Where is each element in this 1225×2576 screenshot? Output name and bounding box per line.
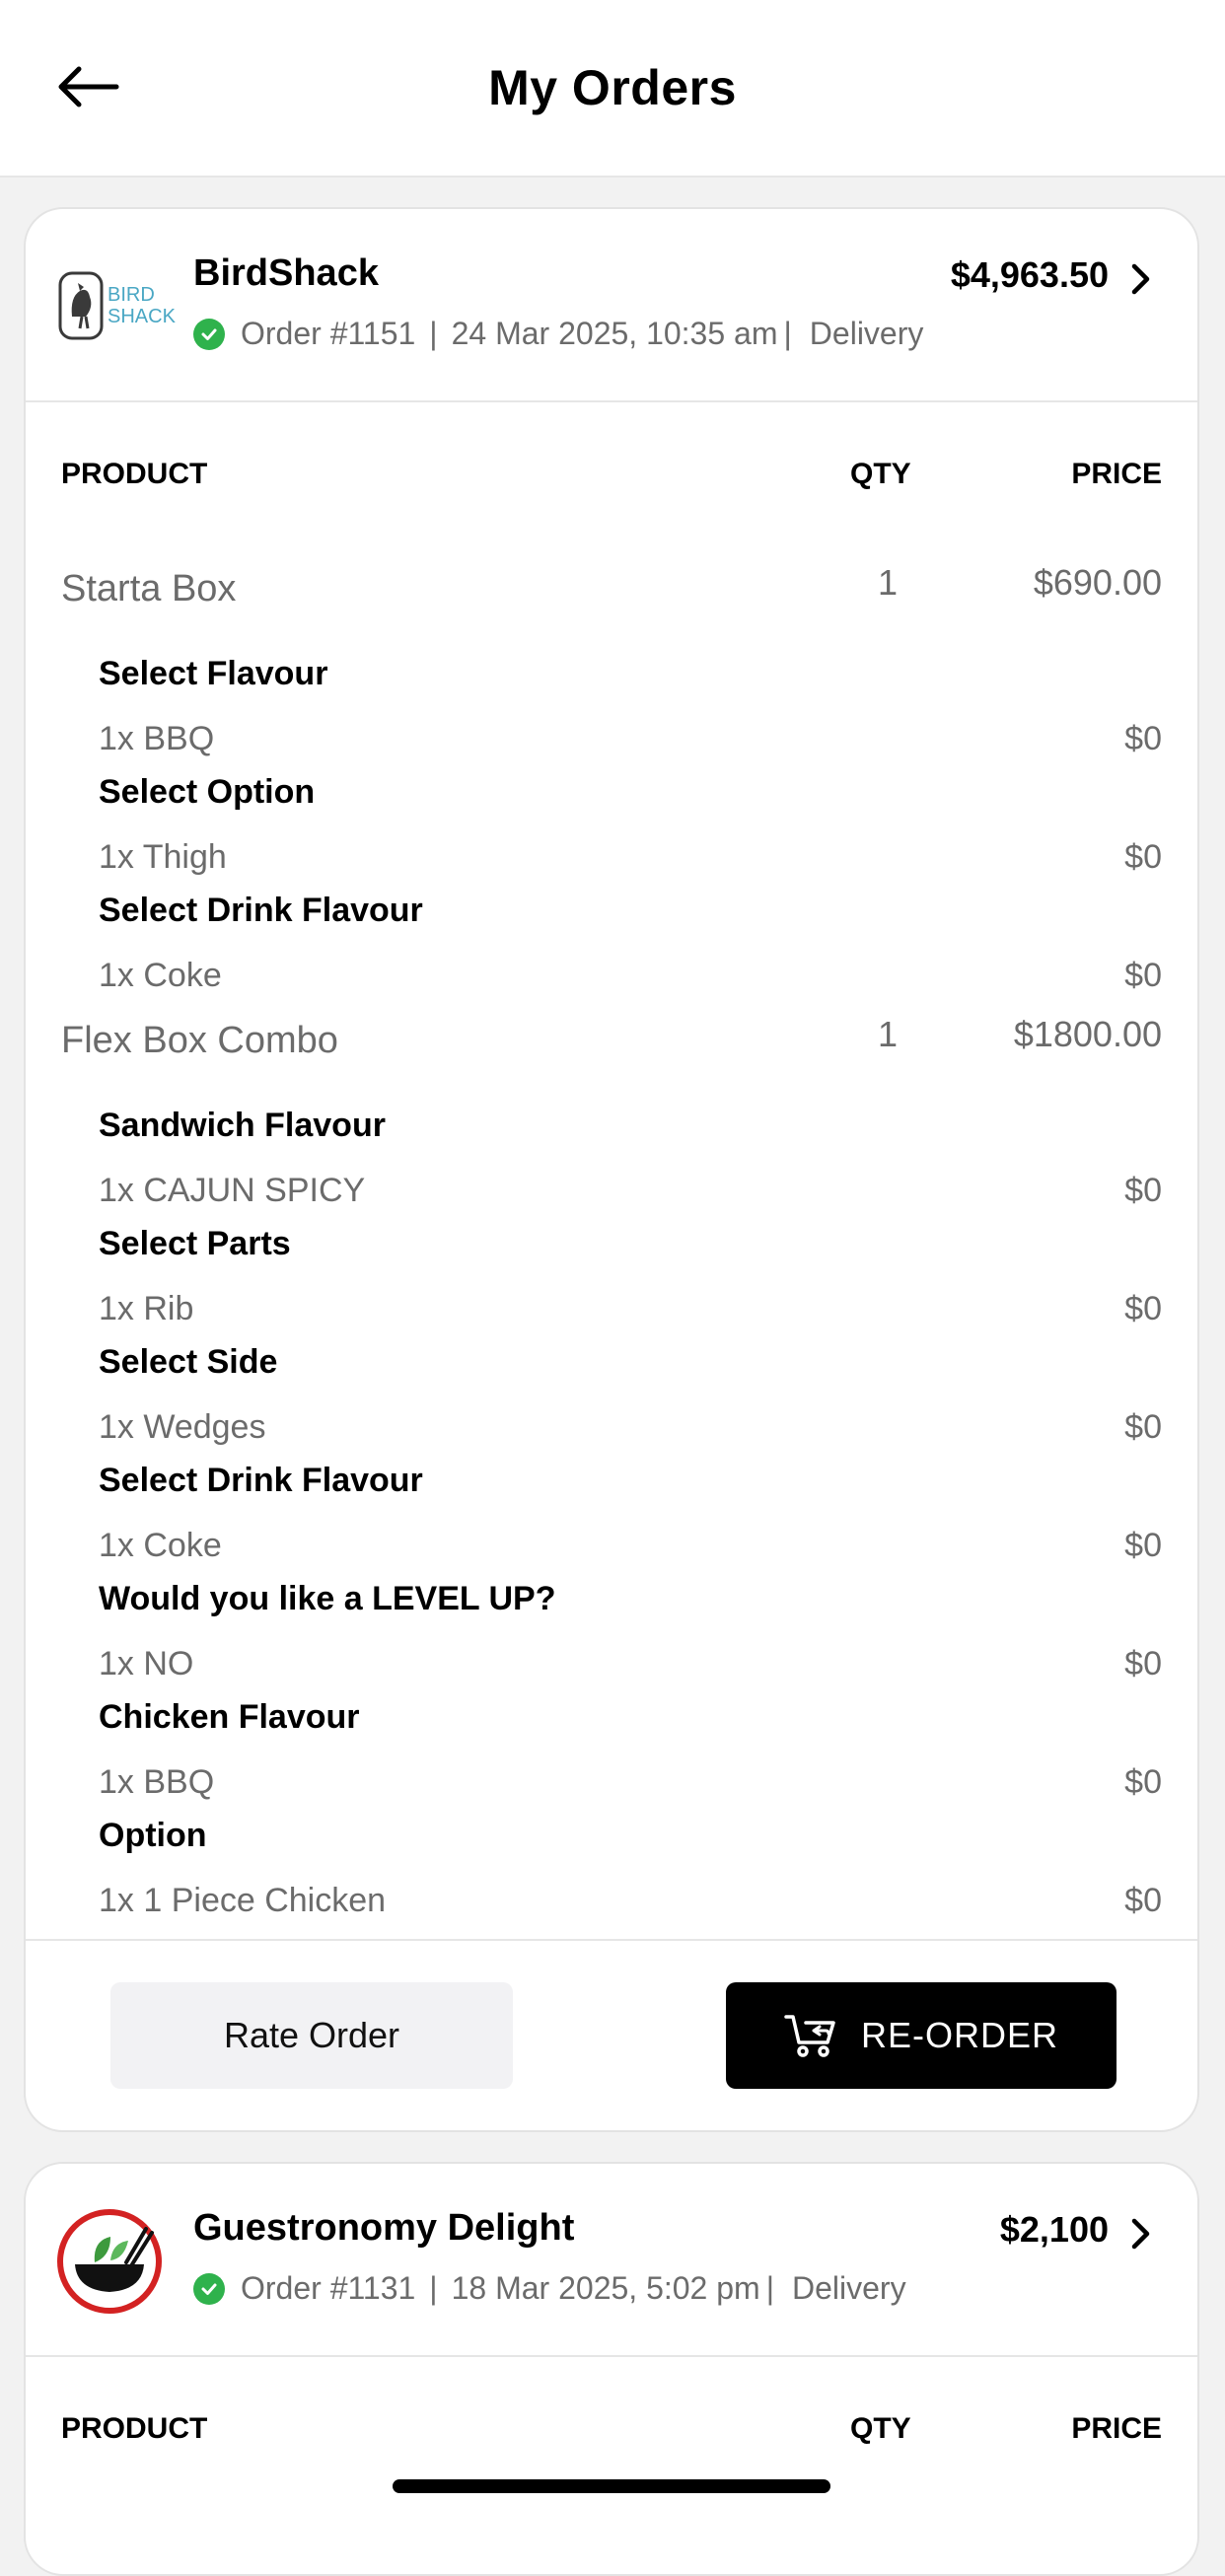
option-line bbox=[61, 1631, 1162, 1690]
option-line bbox=[61, 943, 1162, 1002]
option-value: 1x CAJUN SPICY bbox=[99, 1172, 366, 1209]
order-card-header[interactable] bbox=[26, 209, 1197, 402]
product-row bbox=[61, 550, 1162, 647]
meta-separator: | bbox=[765, 2270, 774, 2306]
option-group-label: Select Side bbox=[99, 1343, 278, 1381]
reorder-button[interactable] bbox=[726, 1982, 1117, 2089]
option-price: $0 bbox=[1124, 1763, 1162, 1801]
svg-text:SHACK: SHACK bbox=[108, 306, 176, 327]
option-price: $0 bbox=[1124, 1882, 1162, 1919]
option-value: 1x Coke bbox=[99, 1527, 222, 1564]
column-header-price: PRICE bbox=[1071, 2412, 1162, 2445]
chevron-right-icon[interactable] bbox=[1124, 2217, 1158, 2251]
option-value: 1x NO bbox=[99, 1645, 194, 1682]
option-price: $0 bbox=[1124, 720, 1162, 757]
option-group-label: Select Drink Flavour bbox=[99, 1462, 423, 1499]
app-header bbox=[0, 0, 1225, 178]
option-group-label: Option bbox=[99, 1817, 207, 1854]
column-header-qty: QTY bbox=[850, 2412, 911, 2445]
product-name: Flex Box Combo bbox=[61, 1020, 338, 1061]
order-date: 24 Mar 2025, 10:35 am bbox=[451, 316, 778, 351]
option-group-label: Select Drink Flavour bbox=[99, 892, 423, 929]
option-price: $0 bbox=[1124, 1527, 1162, 1564]
option-value: 1x 1 Piece Chicken bbox=[99, 1882, 387, 1919]
option-line bbox=[61, 1513, 1162, 1572]
rate-order-button[interactable]: Rate Order bbox=[110, 1982, 513, 2089]
meta-separator: | bbox=[783, 316, 792, 351]
option-line bbox=[61, 1868, 1162, 1927]
option-line bbox=[61, 706, 1162, 765]
option-value: 1x Wedges bbox=[99, 1408, 266, 1446]
option-line bbox=[61, 1276, 1162, 1335]
check-circle-icon bbox=[193, 2273, 225, 2305]
option-group-label: Select Parts bbox=[99, 1225, 291, 1262]
option-value: 1x BBQ bbox=[99, 720, 215, 757]
page-title: My Orders bbox=[488, 60, 737, 115]
order-card-actions bbox=[26, 1939, 1197, 2130]
option-value: 1x Thigh bbox=[99, 838, 227, 876]
home-indicator[interactable] bbox=[393, 2479, 830, 2493]
store-name: BirdShack bbox=[193, 252, 379, 294]
option-group-label: Chicken Flavour bbox=[99, 1698, 360, 1736]
cart-reorder-icon bbox=[784, 2013, 837, 2058]
store-logo bbox=[55, 2207, 164, 2316]
option-line bbox=[61, 1158, 1162, 1217]
chevron-right-icon[interactable] bbox=[1124, 262, 1158, 296]
check-circle-icon bbox=[193, 319, 225, 350]
order-meta bbox=[193, 316, 923, 352]
store-name: Guestronomy Delight bbox=[193, 2207, 575, 2249]
table-header bbox=[61, 402, 1162, 550]
option-price: $0 bbox=[1124, 1290, 1162, 1327]
order-items-table bbox=[26, 402, 1197, 1927]
option-price: $0 bbox=[1124, 1172, 1162, 1209]
product-row bbox=[61, 1002, 1162, 1099]
order-card bbox=[24, 2162, 1199, 2576]
option-group-label: Select Option bbox=[99, 773, 316, 811]
order-type: Delivery bbox=[809, 316, 924, 351]
order-number: Order #1151 bbox=[241, 316, 416, 351]
product-price: $1800.00 bbox=[1013, 1014, 1162, 1054]
meta-separator: | bbox=[429, 2270, 438, 2306]
option-value: 1x Coke bbox=[99, 957, 222, 994]
order-total: $4,963.50 bbox=[950, 254, 1109, 295]
product-qty: 1 bbox=[878, 562, 899, 603]
product-name: Starta Box bbox=[61, 568, 237, 609]
option-price: $0 bbox=[1124, 1645, 1162, 1682]
option-price: $0 bbox=[1124, 1408, 1162, 1446]
order-card-header[interactable] bbox=[26, 2164, 1197, 2357]
column-header-product: PRODUCT bbox=[61, 2412, 208, 2445]
column-header-price: PRICE bbox=[1071, 458, 1162, 490]
order-card bbox=[24, 207, 1199, 2132]
option-price: $0 bbox=[1124, 838, 1162, 876]
product-qty: 1 bbox=[878, 1014, 899, 1054]
order-date: 18 Mar 2025, 5:02 pm bbox=[451, 2270, 760, 2306]
option-line bbox=[61, 1750, 1162, 1809]
order-number: Order #1131 bbox=[241, 2270, 416, 2306]
option-group-label: Sandwich Flavour bbox=[99, 1107, 386, 1144]
option-group-label: Would you like a LEVEL UP? bbox=[99, 1580, 556, 1617]
column-header-product: PRODUCT bbox=[61, 458, 208, 490]
order-type: Delivery bbox=[792, 2270, 906, 2306]
order-total: $2,100 bbox=[999, 2209, 1109, 2250]
option-price: $0 bbox=[1124, 957, 1162, 994]
option-line bbox=[61, 1395, 1162, 1454]
option-line bbox=[61, 824, 1162, 884]
store-logo bbox=[55, 252, 176, 361]
option-group-label: Select Flavour bbox=[99, 655, 328, 692]
meta-separator: | bbox=[429, 316, 438, 351]
reorder-label: RE-ORDER bbox=[860, 2015, 1058, 2055]
product-price: $690.00 bbox=[1033, 562, 1162, 603]
column-header-qty: QTY bbox=[850, 458, 911, 490]
option-value: 1x Rib bbox=[99, 1290, 194, 1327]
svg-text:BIRD: BIRD bbox=[108, 284, 155, 306]
order-meta bbox=[193, 2270, 906, 2307]
option-value: 1x BBQ bbox=[99, 1763, 215, 1801]
